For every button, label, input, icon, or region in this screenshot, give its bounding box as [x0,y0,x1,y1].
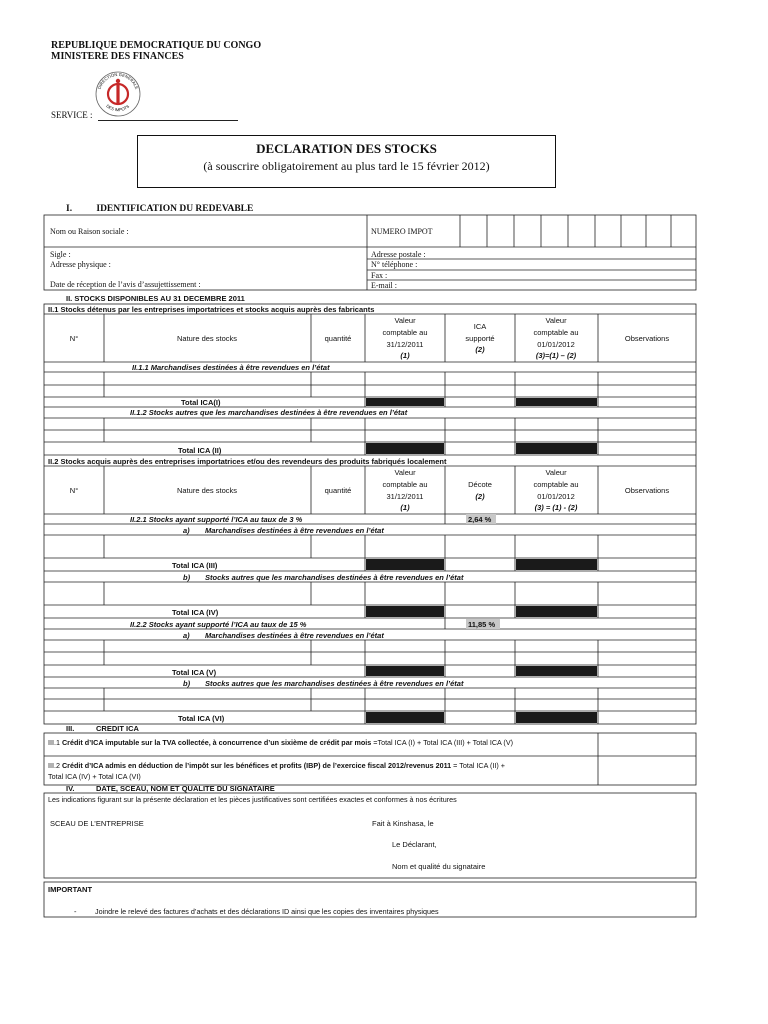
total-ica-1: Total ICA(I) [181,398,221,407]
important-title: IMPORTANT [48,885,93,894]
fait-label: Fait à Kinshasa, le [372,819,434,828]
col-n-header-2: N° [69,486,79,495]
section22-title: II.2 Stocks acquis auprès des entreprises importatrices et/ou des revendeurs des produits fabriqués localement [48,457,447,466]
col-ica-l3: (2) [475,345,485,354]
col-nature-header: Nature des stocks [176,334,238,343]
credit-line-1: III.1 Crédit d’ICA imputable sur la TVA collectée, à concurrence d’un sixième de crédit par mois =Total ICA (I) + Total ICA (III) + Total ICA (V) [48,738,514,747]
col-obs-header-2: Observations [624,486,670,495]
col-valeur2b-l3: 01/01/2012 [537,492,575,501]
col-ica-l1: ICA [473,322,487,331]
sigle-label: Sigle : [50,250,71,259]
a-text-2: Marchandises destinées à être revendues en l’état [205,631,384,640]
credit-line-2: III.2 Crédit d’ICA admis en déduction de l’impôt sur les bénéfices et profits (IBP) de l’exercice fiscal 2012/revenus 2011 = Total ICA (II) + [48,761,505,770]
col-valeur2-l3: 01/01/2012 [537,340,575,349]
col-ica-l2: supporté [465,334,495,343]
col-valeur2b-l4: (3) = (1) - (2) [534,503,578,512]
a-label-1: a) [183,526,190,535]
b-label-2: b) [183,679,191,688]
service-label: SERVICE : [51,110,93,120]
telephone-label: N° téléphone : [371,260,418,269]
a-text-1: Marchandises destinées à être revendues en l’état [205,526,384,535]
col-nature-header-2: Nature des stocks [176,486,238,495]
logo-text-bottom: DES IMPOTS [105,103,131,113]
rate-3-value: 2,64 % [468,515,492,524]
col-valeur1-l2: comptable au [382,328,428,337]
s222-label: II.2.2 Stocks ayant supporté l’ICA au taux de 15 % [130,620,307,629]
col-quantite-header: quantité [324,334,352,343]
adresse-postale-label: Adresse postale : [371,250,426,259]
section3-title: CREDIT ICA [96,724,139,733]
s221-label: II.2.1 Stocks ayant supporté l’ICA au taux de 3 % [130,515,303,524]
section21-title: II.1 Stocks détenus par les entreprises importatrices et stocks acquis auprès des fabricants [48,305,375,314]
total-ica-6: Total ICA (VI) [178,714,225,723]
col-valeur2-l2: comptable au [533,328,579,337]
col-valeur2-l1: Valeur [545,316,567,325]
b-label-1: b) [183,573,191,582]
section1-title: IDENTIFICATION DU REDEVABLE [96,204,254,214]
col-decote-l1: Décote [468,480,492,489]
fax-label: Fax : [371,271,388,280]
total-ica-4: Total ICA (IV) [172,608,219,617]
a-label-2: a) [183,631,190,640]
col-valeur1-l1: Valeur [394,316,416,325]
col-n-header: N° [69,334,79,343]
col-valeur1b-l4: (1) [400,503,410,512]
col-valeur1-l4: (1) [400,351,410,360]
section3-number: III. [66,724,75,733]
col-valeur2-l4: (3)=(1) – (2) [535,351,577,360]
country-name: REPUBLIQUE DEMOCRATIQUE DU CONGO [51,40,262,51]
declarant-label: Le Déclarant, [392,840,437,849]
s112-label: II.1.2 Stocks autres que les marchandises destinées à être revendues en l’état [130,408,408,417]
ministry-name: MINISTERE DES FINANCES [51,51,184,62]
adresse-physique-label: Adresse physique : [50,260,111,269]
rate-15-value: 11,85 % [468,620,496,629]
b-text-1: Stocks autres que les marchandises destinées à être revendues en l’état [205,573,464,582]
credit-line-2b: Total ICA (IV) + Total ICA (VI) [48,772,141,781]
nom-qualite-label: Nom et qualité du signataire [392,862,486,871]
section1-number: I. [66,204,73,214]
sceau-label: SCEAU DE L’ENTREPRISE [50,819,144,828]
col-obs-header: Observations [624,334,670,343]
total-ica-5: Total ICA (V) [172,668,217,677]
email-label: E-mail : [371,281,397,290]
section2-title: II. STOCKS DISPONIBLES AU 31 DECEMBRE 2011 [66,294,245,303]
section4-title: DATE, SCEAU, NOM ET QUALITE DU SIGNATAIRE [96,784,275,793]
logo-text-top: DIRECTION GENERALE [96,71,140,90]
important-bullet: - [74,907,77,916]
col-valeur1-l3: 31/12/2011 [386,340,424,349]
important-text: Joindre le relevé des factures d’achats et des déclarations ID ainsi que les copies des inventaires physiques [95,907,439,916]
col-valeur2b-l1: Valeur [545,468,567,477]
document-title: DECLARATION DES STOCKS [256,141,437,156]
total-ica-3: Total ICA (III) [172,561,218,570]
col-decote-l2: (2) [475,492,485,501]
total-ica-2: Total ICA (II) [178,446,222,455]
document-subtitle: (à souscrire obligatoirement au plus tard le 15 février 2012) [203,159,490,173]
certification-text: Les indications figurant sur la présente déclaration et les pièces justificatives sont certifiées exactes et conformes à nos écritures [48,795,457,804]
s111-label: II.1.1 Marchandises destinées à être revendues en l’état [132,363,330,372]
col-valeur2b-l2: comptable au [533,480,579,489]
section4-number: IV. [66,784,75,793]
col-valeur1b-l3: 31/12/2011 [386,492,424,501]
col-valeur1b-l1: Valeur [394,468,416,477]
raison-sociale-label: Nom ou Raison sociale : [50,227,129,236]
col-quantite-header-2: quantité [324,486,352,495]
date-reception-label: Date de réception de l’avis d’assujettissement : [50,280,201,289]
b-text-2: Stocks autres que les marchandises destinées à être revendues en l’état [205,679,464,688]
numero-impot-label: NUMERO IMPOT [371,227,433,236]
col-valeur1b-l2: comptable au [382,480,428,489]
